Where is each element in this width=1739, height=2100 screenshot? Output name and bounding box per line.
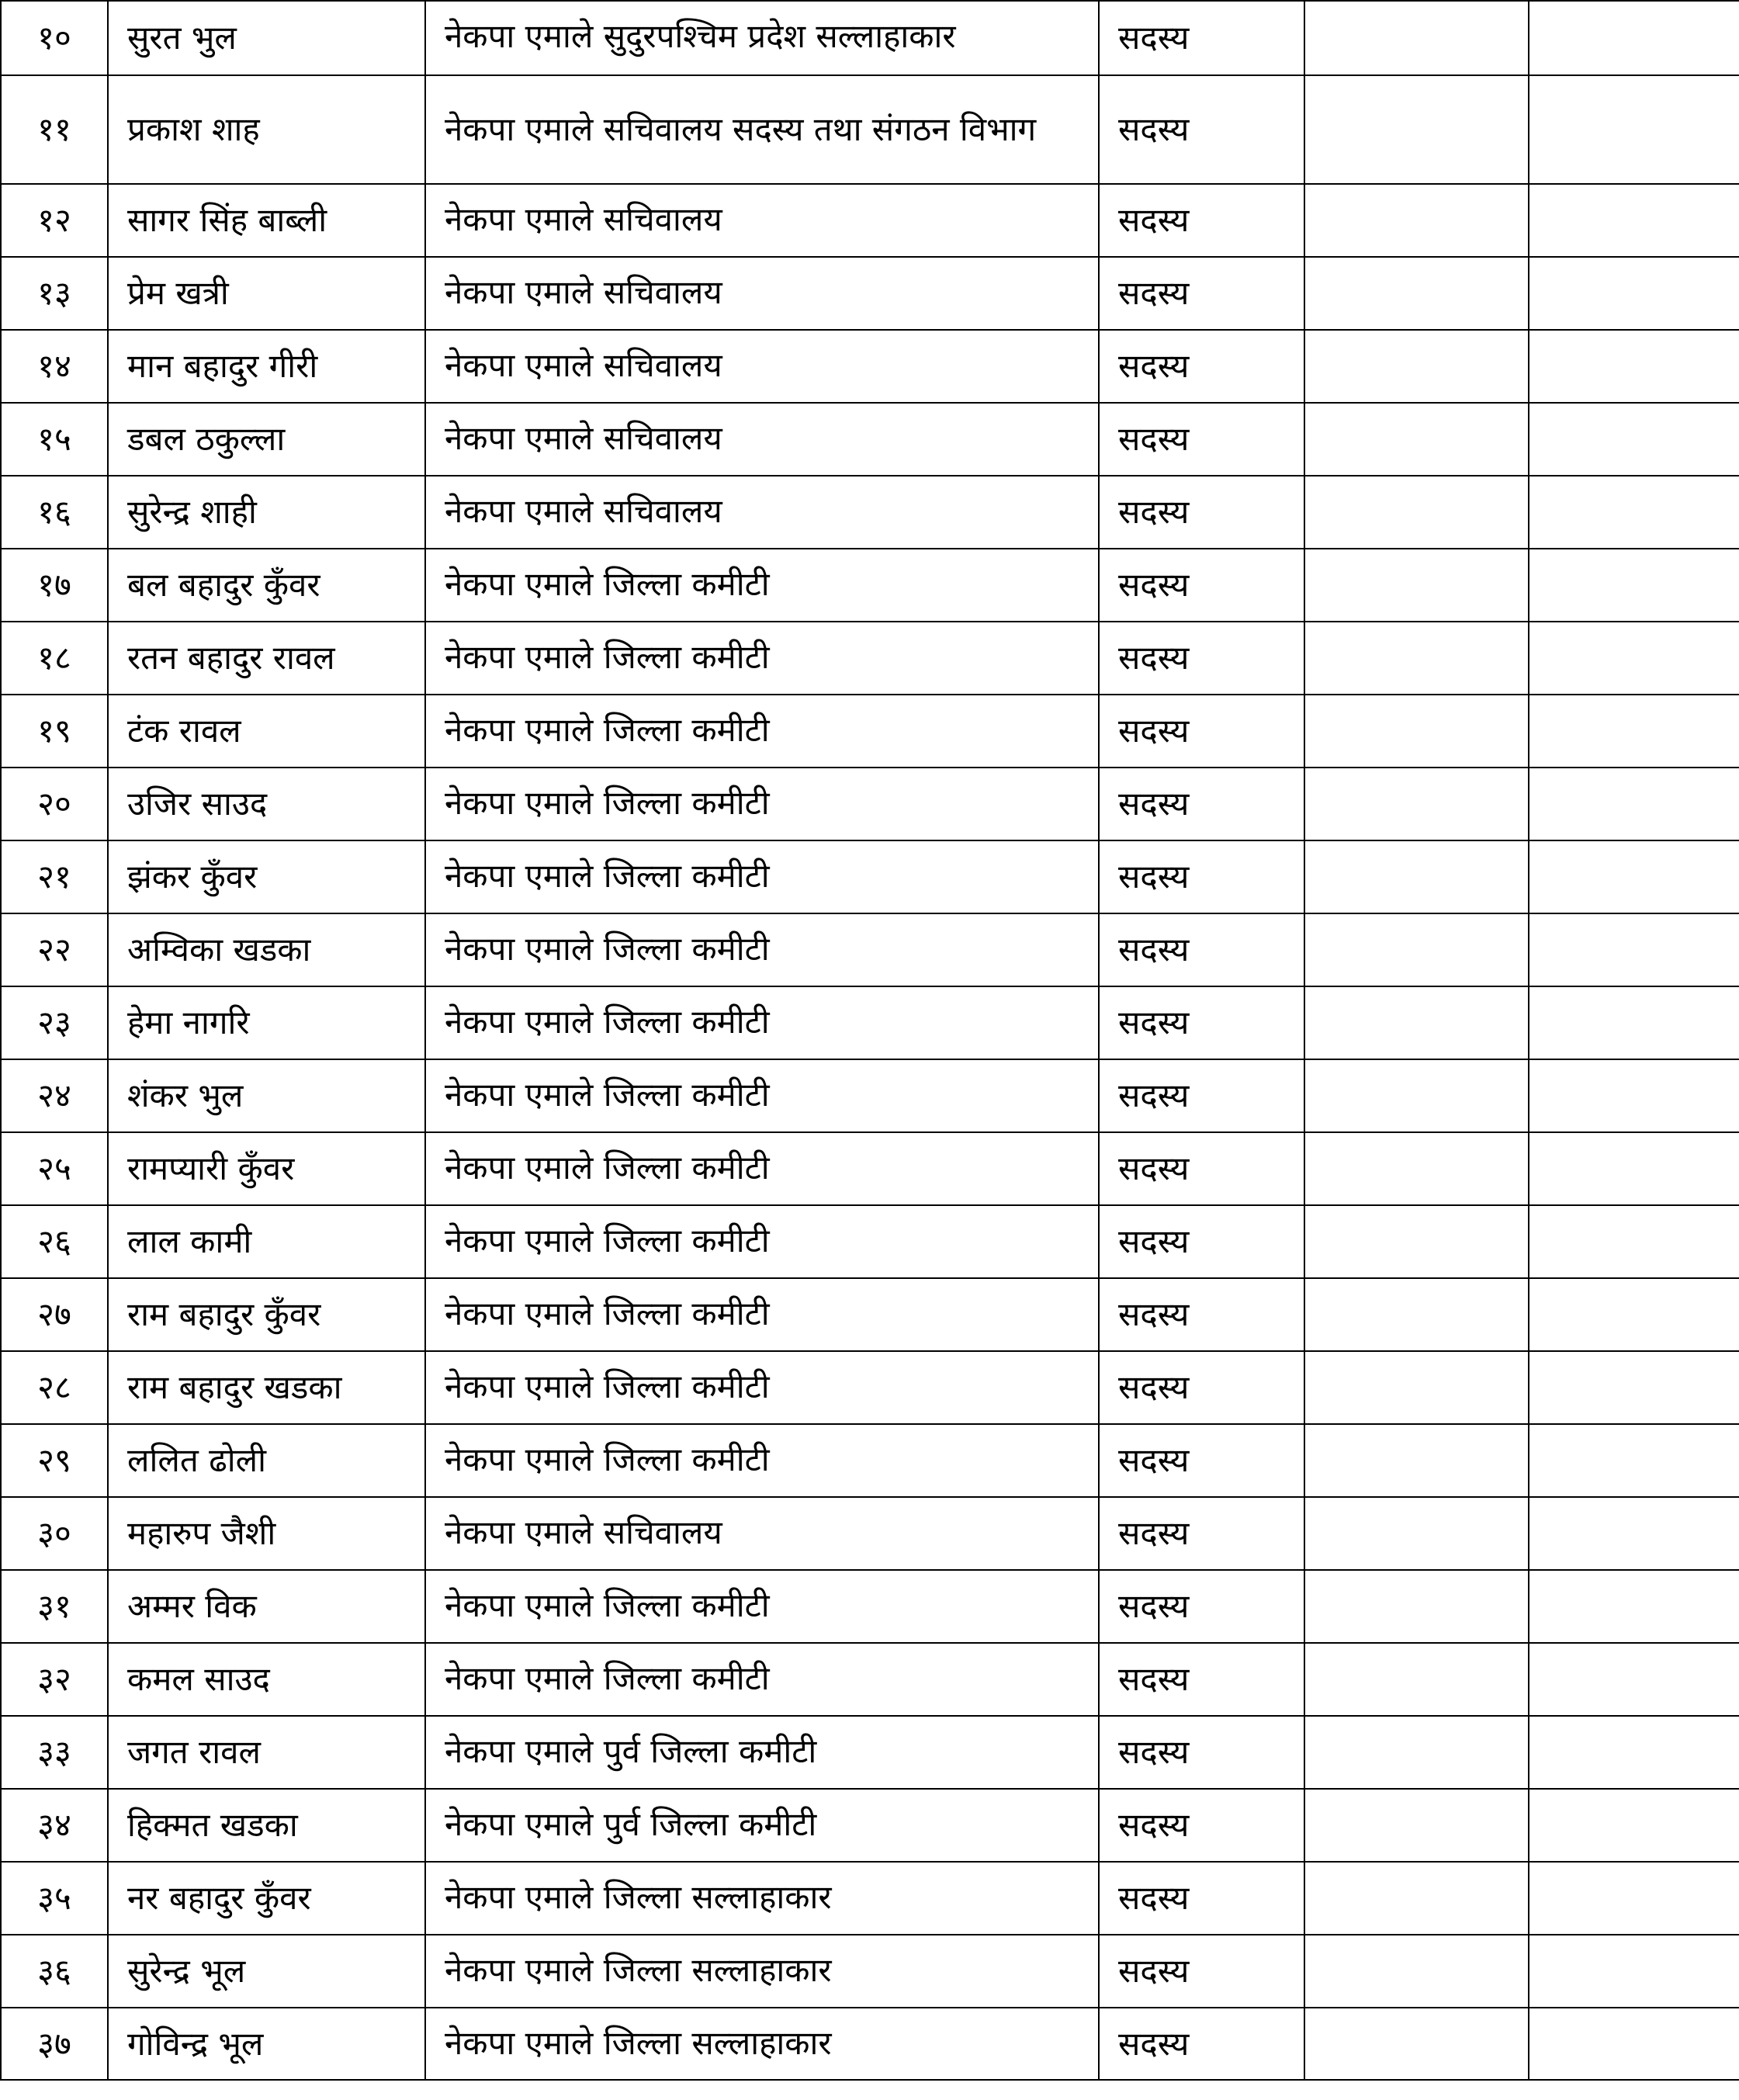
serial-number-cell: ३४ <box>1 1789 108 1862</box>
member-name-cell: बल बहादुर कुँवर <box>108 549 425 622</box>
blank-cell <box>1304 549 1529 622</box>
member-name-cell: सुरेन्द्र भूल <box>108 1935 425 2008</box>
blank-cell <box>1529 1570 1739 1643</box>
blank-cell <box>1529 1862 1739 1935</box>
position-cell: सदस्य <box>1099 1570 1304 1643</box>
organization-cell: नेकपा एमाले पुर्व जिल्ला कमीटी <box>425 1716 1099 1789</box>
member-name-cell: ललित ढोली <box>108 1424 425 1497</box>
position-cell: सदस्य <box>1099 1351 1304 1424</box>
member-name-cell: उजिर साउद <box>108 768 425 840</box>
blank-cell <box>1529 1497 1739 1570</box>
blank-cell <box>1304 476 1529 549</box>
serial-number-cell: २० <box>1 768 108 840</box>
blank-cell <box>1529 549 1739 622</box>
table-row <box>1 1497 1739 1570</box>
table-row <box>1 1278 1739 1351</box>
position-cell: सदस्य <box>1099 476 1304 549</box>
blank-cell <box>1529 1789 1739 1862</box>
serial-number-cell: २३ <box>1 986 108 1059</box>
organization-cell: नेकपा एमाले जिल्ला कमीटी <box>425 1059 1099 1132</box>
organization-cell: नेकपा एमाले सचिवालय <box>425 403 1099 476</box>
blank-cell <box>1529 2008 1739 2080</box>
serial-number-cell: २९ <box>1 1424 108 1497</box>
member-name-cell: हिक्मत खडका <box>108 1789 425 1862</box>
member-name-cell: हेमा नागरि <box>108 986 425 1059</box>
organization-cell: नेकपा एमाले सचिवालय सदस्य तथा संगठन विभाग <box>425 75 1099 184</box>
blank-cell <box>1304 1716 1529 1789</box>
organization-cell: नेकपा एमाले जिल्ला कमीटी <box>425 1424 1099 1497</box>
position-cell: सदस्य <box>1099 549 1304 622</box>
organization-cell: नेकपा एमाले जिल्ला कमीटी <box>425 549 1099 622</box>
blank-cell <box>1529 1 1739 75</box>
member-name-cell: सुरत भुल <box>108 1 425 75</box>
position-cell: सदस्य <box>1099 2008 1304 2080</box>
position-cell: सदस्य <box>1099 622 1304 695</box>
table-row <box>1 1351 1739 1424</box>
table-row <box>1 1 1739 75</box>
table-row <box>1 840 1739 913</box>
blank-cell <box>1529 695 1739 768</box>
position-cell: सदस्य <box>1099 257 1304 330</box>
blank-cell <box>1304 1643 1529 1716</box>
serial-number-cell: ३३ <box>1 1716 108 1789</box>
blank-cell <box>1529 622 1739 695</box>
blank-cell <box>1304 1424 1529 1497</box>
organization-cell: नेकपा एमाले सचिवालय <box>425 1497 1099 1570</box>
table-row <box>1 330 1739 403</box>
position-cell: सदस्य <box>1099 330 1304 403</box>
serial-number-cell: ३६ <box>1 1935 108 2008</box>
table-row <box>1 1424 1739 1497</box>
position-cell: सदस्य <box>1099 768 1304 840</box>
organization-cell: नेकपा एमाले जिल्ला कमीटी <box>425 622 1099 695</box>
serial-number-cell: २८ <box>1 1351 108 1424</box>
blank-cell <box>1529 1205 1739 1278</box>
blank-cell <box>1529 1935 1739 2008</box>
organization-cell: नेकपा एमाले जिल्ला सल्लाहाकार <box>425 1935 1099 2008</box>
organization-cell: नेकपा एमाले जिल्ला सल्लाहाकार <box>425 2008 1099 2080</box>
blank-cell <box>1529 476 1739 549</box>
blank-cell <box>1529 257 1739 330</box>
blank-cell <box>1304 2008 1529 2080</box>
position-cell: सदस्य <box>1099 1 1304 75</box>
position-cell: सदस्य <box>1099 1424 1304 1497</box>
position-cell: सदस्य <box>1099 1497 1304 1570</box>
table-row <box>1 1716 1739 1789</box>
serial-number-cell: ३१ <box>1 1570 108 1643</box>
table-row <box>1 257 1739 330</box>
table-body <box>1 1 1739 2080</box>
blank-cell <box>1529 1132 1739 1205</box>
serial-number-cell: १८ <box>1 622 108 695</box>
organization-cell: नेकपा एमाले जिल्ला कमीटी <box>425 695 1099 768</box>
serial-number-cell: २५ <box>1 1132 108 1205</box>
organization-cell: नेकपा एमाले सुदुरपश्चिम प्रदेश सल्लाहाकार <box>425 1 1099 75</box>
member-name-cell: जगत रावल <box>108 1716 425 1789</box>
blank-cell <box>1304 1789 1529 1862</box>
member-name-cell: महारुप जैशी <box>108 1497 425 1570</box>
member-name-cell: गोविन्द्र भूल <box>108 2008 425 2080</box>
table-row <box>1 1059 1739 1132</box>
blank-cell <box>1304 986 1529 1059</box>
organization-cell: नेकपा एमाले जिल्ला कमीटी <box>425 1351 1099 1424</box>
position-cell: सदस्य <box>1099 1278 1304 1351</box>
position-cell: सदस्य <box>1099 1862 1304 1935</box>
organization-cell: नेकपा एमाले सचिवालय <box>425 257 1099 330</box>
blank-cell <box>1529 75 1739 184</box>
blank-cell <box>1529 913 1739 986</box>
organization-cell: नेकपा एमाले सचिवालय <box>425 330 1099 403</box>
serial-number-cell: १४ <box>1 330 108 403</box>
blank-cell <box>1304 1351 1529 1424</box>
organization-cell: नेकपा एमाले पुर्व जिल्ला कमीटी <box>425 1789 1099 1862</box>
blank-cell <box>1304 695 1529 768</box>
blank-cell <box>1304 403 1529 476</box>
serial-number-cell: १० <box>1 1 108 75</box>
position-cell: सदस्य <box>1099 1059 1304 1132</box>
member-name-cell: लाल कामी <box>108 1205 425 1278</box>
member-name-cell: कमल साउद <box>108 1643 425 1716</box>
organization-cell: नेकपा एमाले जिल्ला कमीटी <box>425 1570 1099 1643</box>
table-row <box>1 1205 1739 1278</box>
blank-cell <box>1304 913 1529 986</box>
member-name-cell: रामप्यारी कुँवर <box>108 1132 425 1205</box>
table-row <box>1 695 1739 768</box>
organization-cell: नेकपा एमाले जिल्ला कमीटी <box>425 1643 1099 1716</box>
member-name-cell: मान बहादुर गीरी <box>108 330 425 403</box>
table-row <box>1 1132 1739 1205</box>
position-cell: सदस्य <box>1099 75 1304 184</box>
member-name-cell: प्रेम खत्री <box>108 257 425 330</box>
member-name-cell: सुरेन्द्र शाही <box>108 476 425 549</box>
blank-cell <box>1529 1059 1739 1132</box>
organization-cell: नेकपा एमाले जिल्ला कमीटी <box>425 1132 1099 1205</box>
member-name-cell: झंकर कुँवर <box>108 840 425 913</box>
table-row <box>1 476 1739 549</box>
member-name-cell: रतन बहादुर रावल <box>108 622 425 695</box>
organization-cell: नेकपा एमाले जिल्ला कमीटी <box>425 840 1099 913</box>
serial-number-cell: १२ <box>1 184 108 257</box>
table-row <box>1 75 1739 184</box>
member-name-cell: राम बहादुर खडका <box>108 1351 425 1424</box>
table-row <box>1 986 1739 1059</box>
organization-cell: नेकपा एमाले जिल्ला कमीटी <box>425 913 1099 986</box>
blank-cell <box>1529 330 1739 403</box>
blank-cell <box>1304 257 1529 330</box>
serial-number-cell: २२ <box>1 913 108 986</box>
blank-cell <box>1304 75 1529 184</box>
blank-cell <box>1304 1935 1529 2008</box>
serial-number-cell: ११ <box>1 75 108 184</box>
serial-number-cell: १३ <box>1 257 108 330</box>
table-row <box>1 1643 1739 1716</box>
position-cell: सदस्य <box>1099 1205 1304 1278</box>
member-name-cell: राम बहादुर कुँवर <box>108 1278 425 1351</box>
serial-number-cell: १७ <box>1 549 108 622</box>
position-cell: सदस्य <box>1099 840 1304 913</box>
table-row <box>1 549 1739 622</box>
organization-cell: नेकपा एमाले जिल्ला सल्लाहाकार <box>425 1862 1099 1935</box>
serial-number-cell: १९ <box>1 695 108 768</box>
organization-cell: नेकपा एमाले जिल्ला कमीटी <box>425 1278 1099 1351</box>
table-row <box>1 768 1739 840</box>
position-cell: सदस्य <box>1099 1716 1304 1789</box>
blank-cell <box>1529 403 1739 476</box>
member-name-cell: डबल ठकुल्ला <box>108 403 425 476</box>
blank-cell <box>1304 1278 1529 1351</box>
position-cell: सदस्य <box>1099 403 1304 476</box>
blank-cell <box>1304 1132 1529 1205</box>
member-name-cell: अम्विका खडका <box>108 913 425 986</box>
table-row <box>1 1570 1739 1643</box>
table-row <box>1 913 1739 986</box>
organization-cell: नेकपा एमाले सचिवालय <box>425 184 1099 257</box>
blank-cell <box>1304 1862 1529 1935</box>
table-row <box>1 622 1739 695</box>
member-name-cell: टंक रावल <box>108 695 425 768</box>
blank-cell <box>1529 1351 1739 1424</box>
serial-number-cell: ३७ <box>1 2008 108 2080</box>
organization-cell: नेकपा एमाले जिल्ला कमीटी <box>425 1205 1099 1278</box>
position-cell: सदस्य <box>1099 1643 1304 1716</box>
table-row <box>1 1862 1739 1935</box>
position-cell: सदस्य <box>1099 986 1304 1059</box>
position-cell: सदस्य <box>1099 184 1304 257</box>
serial-number-cell: १६ <box>1 476 108 549</box>
table-row <box>1 2008 1739 2080</box>
member-name-cell: नर बहादुर कुँवर <box>108 1862 425 1935</box>
serial-number-cell: २४ <box>1 1059 108 1132</box>
serial-number-cell: ३२ <box>1 1643 108 1716</box>
organization-cell: नेकपा एमाले जिल्ला कमीटी <box>425 986 1099 1059</box>
organization-cell: नेकपा एमाले सचिवालय <box>425 476 1099 549</box>
blank-cell <box>1529 1716 1739 1789</box>
blank-cell <box>1529 768 1739 840</box>
table-row <box>1 184 1739 257</box>
blank-cell <box>1304 1059 1529 1132</box>
blank-cell <box>1304 1 1529 75</box>
blank-cell <box>1304 184 1529 257</box>
blank-cell <box>1529 1424 1739 1497</box>
serial-number-cell: २६ <box>1 1205 108 1278</box>
member-name-cell: प्रकाश शाह <box>108 75 425 184</box>
position-cell: सदस्य <box>1099 1132 1304 1205</box>
blank-cell <box>1304 622 1529 695</box>
member-name-cell: सागर सिंह बाब्ली <box>108 184 425 257</box>
blank-cell <box>1304 330 1529 403</box>
table-row <box>1 1789 1739 1862</box>
serial-number-cell: ३५ <box>1 1862 108 1935</box>
position-cell: सदस्य <box>1099 1935 1304 2008</box>
organization-cell: नेकपा एमाले जिल्ला कमीटी <box>425 768 1099 840</box>
blank-cell <box>1529 184 1739 257</box>
blank-cell <box>1304 768 1529 840</box>
member-name-cell: अम्मर विक <box>108 1570 425 1643</box>
blank-cell <box>1529 1643 1739 1716</box>
table-row <box>1 1935 1739 2008</box>
blank-cell <box>1304 1205 1529 1278</box>
serial-number-cell: २१ <box>1 840 108 913</box>
blank-cell <box>1304 1497 1529 1570</box>
position-cell: सदस्य <box>1099 695 1304 768</box>
blank-cell <box>1529 1278 1739 1351</box>
table-row <box>1 403 1739 476</box>
position-cell: सदस्य <box>1099 1789 1304 1862</box>
serial-number-cell: २७ <box>1 1278 108 1351</box>
member-name-cell: शंकर भुल <box>108 1059 425 1132</box>
serial-number-cell: १५ <box>1 403 108 476</box>
blank-cell <box>1529 986 1739 1059</box>
serial-number-cell: ३० <box>1 1497 108 1570</box>
position-cell: सदस्य <box>1099 913 1304 986</box>
blank-cell <box>1304 840 1529 913</box>
blank-cell <box>1529 840 1739 913</box>
blank-cell <box>1304 1570 1529 1643</box>
